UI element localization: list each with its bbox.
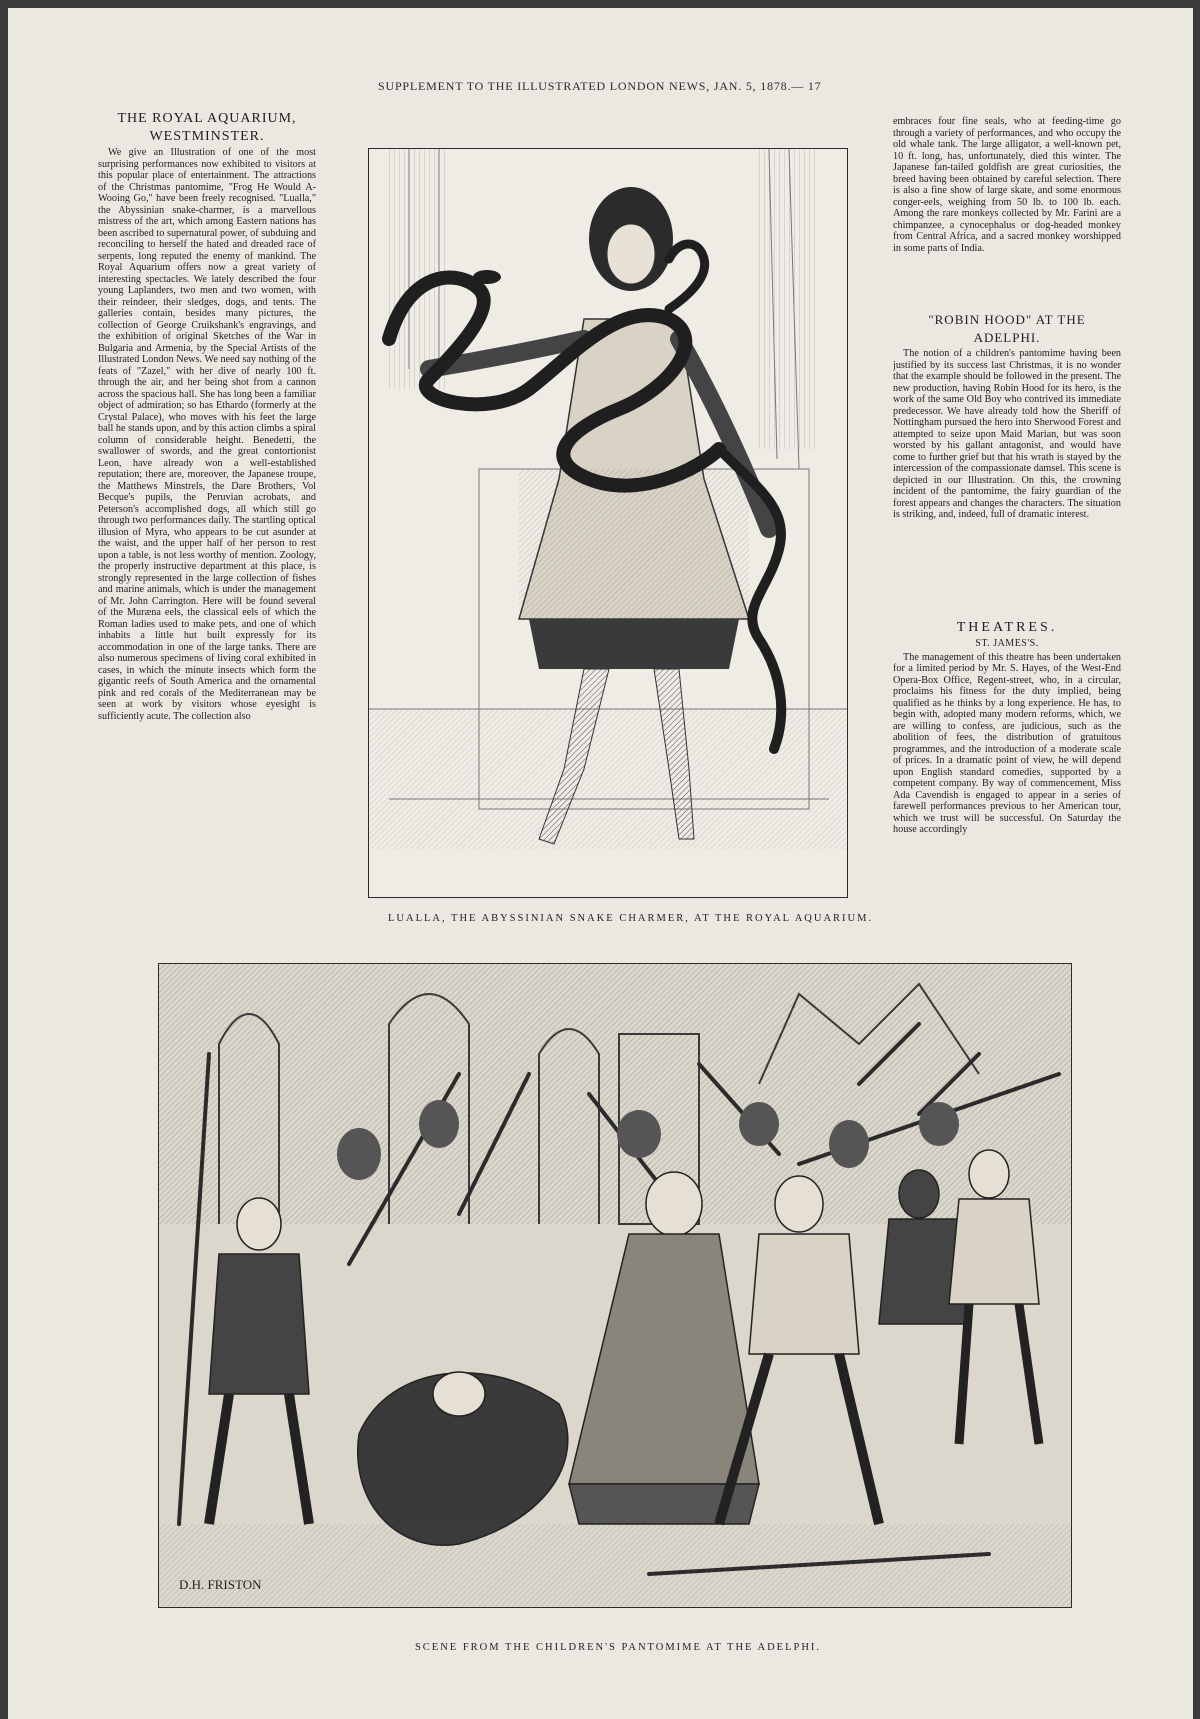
article-robin-hood	[893, 312, 1121, 672]
pantomime-drawing	[159, 964, 1071, 1607]
snake-charmer-engraving	[368, 148, 848, 898]
continuation-body: embraces four fine seals, who at feeding-time go through a variety of performances, and who occupy the old whale tank. The large alligator, a well-known pet, 10 ft. long, has, unfortunately, died this winter. The Japanese fan-tailed goldfish are great curiosities, the breed having been obtained by careful selection. There is also a fine show of large skate, and some enormous conger-eels, weighing from 50 lb. to 100 lb. each. Among the rare monkeys collected by Mr. Farini are a chimpanzee, a cynocephalus or dog-headed monkey from Central Africa, and a sacred monkey worshipped in some parts of India.	[893, 116, 1121, 254]
running-header: SUPPLEMENT TO THE ILLUSTRATED LONDON NEWS, JAN. 5, 1878.— 17	[378, 79, 822, 93]
article-title: THE ROYAL AQUARIUM,	[117, 111, 297, 126]
theatres-title: THEATRES.	[956, 620, 1058, 635]
article-body: We give an Illustration of one of the most surprising performances now exhibited to visitors at this popular place of entertainment. The attractions of the Christmas pantomime, "Frog He Would A-Wooing Go," have been freely recognised. "Lualla," the Abyssinian snake-charmer, is a marvellous mistress of the art, which among Eastern nations has been ascribed to supernatural power, of subduing and reconciling to herself the hated and dreaded race of serpents, long reputed the enemy of mankind. The Royal Aquarium offers now a great variety of interesting spectacles. We lately described the four young Laplanders, two men and two women, with their reindeer, their sledges, dogs, and tents. The galleries contain, besides many pictures, the collection of George Cruikshank's engravings, and the exhibition of original Sketches of the War in Bulgaria and Armenia, by the Special Artists of the Illustrated London News. We need say nothing of the feats of "Zazel," with her dive of nearly 100 ft. through the air, and her being shot from a cannon across the spacious hall. She has long been a familiar object of admiration; so has Ethardo (formerly at the Crystal Palace), who moves with his feet the large ball he stands upon, and by this action climbs a spiral column of considerable height. Benedetti, the swallower of swords, and the great contortionist Leon, have already won a well-established reputation; there are, moreover, the Japanese troupe, the Matthews Minstrels, the Dare Brothers, Vol Becque's pupils, the Peruvian acrobats, and Peterson's accomplished dogs, all which still go through two performances daily. The startling optical illusion of Myra, who appears to be cut asunder at the waist, and the upper half of her person to rest upon a table, is not less worthy of mention. Zoology, the properly instructive department at this place, is strongly represented in the large collection of fishes and marine animals, which is under the management of Mr. John Carrington. Here will be found several of the Muræna eels, the classical eels of which the Roman ladies used to make pets, and one of which inhabits a little hut built expressly for its accommodation in one of the large tanks. There are also numerous specimens of living coral exhibited in cases, in which the minute insects which form the gigantic reefs of South America and the ornamental pink and red corals of the Mediterranean may be seen at work by visitors whose eyesight is sufficiently acute. The collection also	[98, 147, 316, 722]
robin-hood-title: "ROBIN HOOD" AT THE	[928, 312, 1086, 327]
article-subtitle: WESTMINSTER.	[149, 129, 265, 144]
article-royal-aquarium	[98, 111, 316, 901]
snake-charmer-drawing	[369, 149, 847, 897]
pantomime-caption: SCENE FROM THE CHILDREN'S PANTOMIME AT THE ADELPHI.	[414, 1642, 822, 1653]
article-theatres	[893, 620, 1121, 906]
theatres-body: The management of this theatre has been undertaken for a limited period by Mr. S. Hayes, of the West-End Opera-Box Office, Regent-street, who, in a circular, proclaims his fitness for the duty implied, being qualified as he thinks by a long experience. He has, to begin with, adopted many modern reforms, which, we are willing to confess, are judicious, such as the abolition of fees, the distribution of gratuitous programmes, and the introduction of a moderate scale of prices. In a dramatic point of view, he will depend upon English standard comedies, supported by a competent company. By way of commencement, Miss Ada Cavendish is engaged to appear in a series of farewell performances previous to her American tour, which we trust will be successful. On Saturday the house accordingly	[893, 651, 1121, 835]
theatres-subtitle: ST. JAMES'S.	[975, 638, 1039, 649]
robin-hood-body: The notion of a children's pantomime having been justified by its success last Christmas, it is no wonder that the example should be followed in the present. The new production, having Robin Hood for its hero, is the work of the same Old Boy who contrived its immediate predecessor. We have already told how the Sheriff of Nottingham pursued the hero into Sherwood Forest and attempted to seize upon Maid Marian, but was soon worsted by his gallant antagonist, and would have come to further grief but that his wrath is stayed by the intercession of the compassionate damsel. This scene is depicted in our Illustration. On this, the crowning incident of the pantomime, the fairy guardian of the forest appears and changes the characters. The situation is striking, and, indeed, full of dramatic interest.	[893, 348, 1121, 520]
newspaper-page	[8, 8, 1193, 1719]
snake-charmer-caption: LUALLA, THE ABYSSINIAN SNAKE CHARMER, AT THE ROYAL AQUARIUM.	[388, 913, 874, 924]
engraver-signature: D.H. FRISTON	[179, 1577, 262, 1592]
article-continuation	[893, 116, 1121, 296]
robin-hood-subtitle: ADELPHI.	[973, 330, 1041, 345]
pantomime-engraving	[158, 963, 1072, 1608]
